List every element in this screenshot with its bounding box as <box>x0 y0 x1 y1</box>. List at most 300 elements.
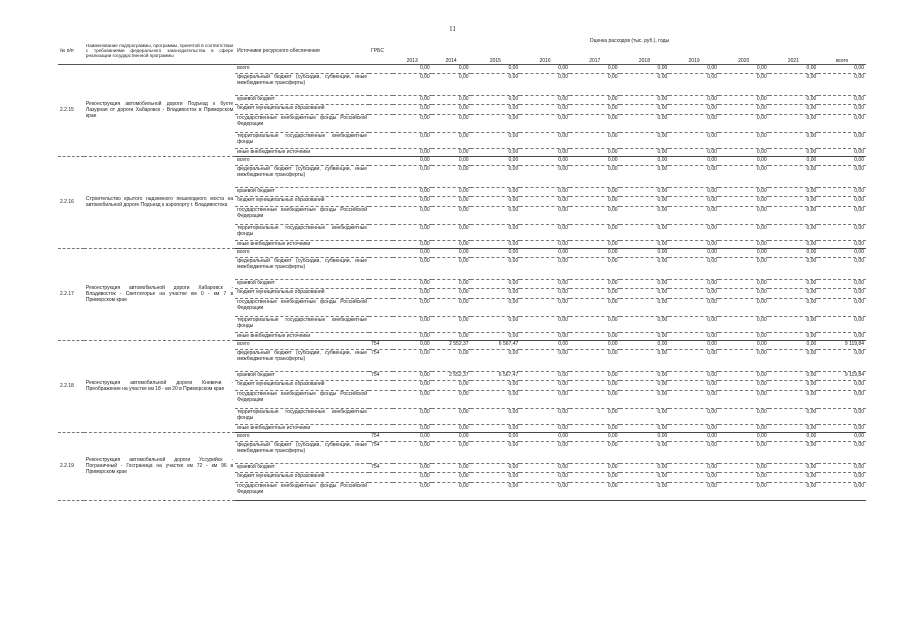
value-cell: 0,00 <box>471 298 521 316</box>
value-cell: 0,00 <box>719 371 769 380</box>
source-label: всего <box>235 432 369 441</box>
header-no: № п/п <box>58 38 84 64</box>
grbs-code: 754 <box>369 463 393 472</box>
value-cell: 0,00 <box>570 441 620 463</box>
value-total: 9 119,84 <box>818 371 866 380</box>
grbs-code <box>369 298 393 316</box>
table-row <box>58 64 866 73</box>
value-cell: 0,00 <box>393 95 432 104</box>
value-cell: 0,00 <box>393 132 432 148</box>
value-cell: 0,00 <box>570 196 620 206</box>
source-label: краевой бюджет <box>235 463 369 472</box>
value-cell: 0,00 <box>620 104 670 114</box>
value-cell: 0,00 <box>769 240 819 248</box>
value-cell: 0,00 <box>769 432 819 441</box>
value-cell: 0,00 <box>620 380 670 390</box>
value-cell: 0,00 <box>432 432 471 441</box>
value-cell: 0,00 <box>769 114 819 132</box>
value-cell: 0,00 <box>570 165 620 187</box>
budget-table <box>58 38 866 501</box>
value-cell: 0,00 <box>769 349 819 371</box>
source-label: территориальные государственные внебюджетные фонды <box>235 224 369 240</box>
value-cell: 0,00 <box>432 288 471 298</box>
value-cell: 0,00 <box>570 380 620 390</box>
grbs-code <box>369 380 393 390</box>
header-year: 2018 <box>620 50 670 64</box>
grbs-code <box>369 240 393 248</box>
source-label: государственные внебюджетные фонды Российской Федерации <box>235 298 369 316</box>
value-cell: 0,00 <box>620 288 670 298</box>
value-cell: 0,00 <box>520 95 570 104</box>
value-cell: 0,00 <box>570 349 620 371</box>
value-cell: 0,00 <box>719 472 769 482</box>
value-cell: 0,00 <box>620 196 670 206</box>
value-cell: 0,00 <box>393 279 432 288</box>
value-cell: 0,00 <box>432 187 471 196</box>
value-cell: 0,00 <box>669 279 719 288</box>
value-total: 0,00 <box>818 132 866 148</box>
value-total: 0,00 <box>818 64 866 73</box>
source-label: бюджет муниципальных образований <box>235 196 369 206</box>
value-cell: 0,00 <box>669 472 719 482</box>
value-cell: 0,00 <box>471 482 521 500</box>
value-total: 0,00 <box>818 279 866 288</box>
value-cell: 0,00 <box>393 390 432 408</box>
value-cell: 0,00 <box>393 206 432 224</box>
value-cell: 0,00 <box>620 114 670 132</box>
value-cell: 0,00 <box>769 380 819 390</box>
value-cell: 0,00 <box>471 441 521 463</box>
value-cell: 0,00 <box>393 332 432 340</box>
grbs-code <box>369 288 393 298</box>
value-cell: 0,00 <box>570 463 620 472</box>
grbs-code <box>369 64 393 73</box>
value-cell: 0,00 <box>393 288 432 298</box>
value-cell: 0,00 <box>393 441 432 463</box>
value-cell: 0,00 <box>471 148 521 156</box>
source-label: иные внебюджетные источники <box>235 148 369 156</box>
item-number: 2.2.15 <box>58 64 84 156</box>
value-total: 0,00 <box>818 248 866 257</box>
header-year: 2017 <box>570 50 620 64</box>
page-number: 11 <box>449 25 456 33</box>
value-cell: 0,00 <box>620 472 670 482</box>
value-cell: 0,00 <box>669 148 719 156</box>
value-total: 0,00 <box>818 482 866 500</box>
value-cell: 0,00 <box>471 240 521 248</box>
value-cell: 0,00 <box>471 64 521 73</box>
value-cell: 0,00 <box>471 95 521 104</box>
value-cell: 0,00 <box>471 390 521 408</box>
value-cell: 0,00 <box>669 432 719 441</box>
table-header <box>58 38 866 64</box>
value-cell: 0,00 <box>620 340 670 349</box>
value-cell: 0,00 <box>620 206 670 224</box>
value-cell: 0,00 <box>570 408 620 424</box>
header-grbs: ГРБС <box>369 38 393 64</box>
budget-table-sheet <box>58 38 866 628</box>
value-cell: 0,00 <box>769 104 819 114</box>
grbs-code: 754 <box>369 441 393 463</box>
value-total: 0,00 <box>818 316 866 332</box>
value-cell: 0,00 <box>520 206 570 224</box>
value-cell: 0,00 <box>471 332 521 340</box>
item-number: 2.2.16 <box>58 156 84 248</box>
value-cell: 6 567,47 <box>471 340 521 349</box>
value-cell: 0,00 <box>393 196 432 206</box>
value-cell: 0,00 <box>769 316 819 332</box>
value-cell: 0,00 <box>570 240 620 248</box>
value-cell: 0,00 <box>570 298 620 316</box>
value-cell: 0,00 <box>520 104 570 114</box>
value-cell: 0,00 <box>719 432 769 441</box>
header-name: Наименование подпрограммы, программы, принятой в соответствии с требованиями федерального законодательства в сфере реализации государственной программы <box>84 38 235 64</box>
table-row <box>58 340 866 349</box>
value-cell: 0,00 <box>570 104 620 114</box>
value-cell: 0,00 <box>620 441 670 463</box>
value-cell: 0,00 <box>432 408 471 424</box>
value-cell: 0,00 <box>620 390 670 408</box>
value-total: 0,00 <box>818 196 866 206</box>
value-cell: 0,00 <box>520 408 570 424</box>
value-cell: 0,00 <box>520 257 570 279</box>
header-year: всего <box>818 50 866 64</box>
value-cell: 0,00 <box>520 165 570 187</box>
source-label: федеральный бюджет (субсидии, субвенции, иные межбюджетные трансферты) <box>235 257 369 279</box>
value-cell: 0,00 <box>669 95 719 104</box>
header-year: 2021 <box>769 50 819 64</box>
item-name: Реконструкция автомобильной дороги Подъезд к бухте Лазурная от дороги Хабаровск - Владивосток в Приморском крае <box>84 64 235 156</box>
value-cell: 0,00 <box>719 349 769 371</box>
value-cell: 0,00 <box>393 371 432 380</box>
value-cell: 0,00 <box>719 482 769 500</box>
value-cell: 0,00 <box>393 463 432 472</box>
value-cell: 2 552,37 <box>432 340 471 349</box>
value-cell: 0,00 <box>669 349 719 371</box>
value-cell: 0,00 <box>769 224 819 240</box>
value-cell: 0,00 <box>719 441 769 463</box>
source-label: краевой бюджет <box>235 187 369 196</box>
value-cell: 0,00 <box>471 472 521 482</box>
value-cell: 0,00 <box>620 248 670 257</box>
value-cell: 0,00 <box>471 206 521 224</box>
value-total: 0,00 <box>818 257 866 279</box>
source-label: федеральный бюджет (субсидии, субвенции, иные межбюджетные трансферты) <box>235 165 369 187</box>
value-cell: 0,00 <box>432 64 471 73</box>
header-year: 2016 <box>520 50 570 64</box>
value-cell: 0,00 <box>570 132 620 148</box>
value-cell: 0,00 <box>432 257 471 279</box>
value-cell: 0,00 <box>669 332 719 340</box>
value-total: 0,00 <box>818 104 866 114</box>
source-label: иные внебюджетные источники <box>235 240 369 248</box>
value-cell: 0,00 <box>669 73 719 95</box>
item-number: 2.2.18 <box>58 340 84 432</box>
value-cell: 0,00 <box>769 424 819 432</box>
value-total: 0,00 <box>818 472 866 482</box>
grbs-code <box>369 472 393 482</box>
value-cell: 0,00 <box>393 298 432 316</box>
value-cell: 0,00 <box>620 424 670 432</box>
grbs-code <box>369 316 393 332</box>
value-cell: 0,00 <box>669 196 719 206</box>
source-label: иные внебюджетные источники <box>235 424 369 432</box>
grbs-code <box>369 279 393 288</box>
value-cell: 0,00 <box>570 114 620 132</box>
source-label: всего <box>235 64 369 73</box>
value-cell: 0,00 <box>669 390 719 408</box>
item-number: 2.2.17 <box>58 248 84 340</box>
value-cell: 0,00 <box>620 298 670 316</box>
value-cell: 0,00 <box>393 472 432 482</box>
source-label: краевой бюджет <box>235 95 369 104</box>
value-cell: 0,00 <box>769 408 819 424</box>
value-cell: 0,00 <box>520 114 570 132</box>
value-cell: 0,00 <box>769 196 819 206</box>
value-cell: 0,00 <box>620 332 670 340</box>
source-label: всего <box>235 156 369 165</box>
grbs-code <box>369 156 393 165</box>
value-cell: 0,00 <box>570 390 620 408</box>
value-cell: 0,00 <box>432 206 471 224</box>
source-label: территориальные государственные внебюджетные фонды <box>235 408 369 424</box>
value-cell: 0,00 <box>570 64 620 73</box>
value-cell: 0,00 <box>520 472 570 482</box>
value-total: 0,00 <box>818 224 866 240</box>
value-cell: 0,00 <box>769 257 819 279</box>
grbs-code: 754 <box>369 349 393 371</box>
value-cell: 0,00 <box>570 472 620 482</box>
source-label: государственные внебюджетные фонды Российской Федерации <box>235 206 369 224</box>
value-total: 0,00 <box>818 441 866 463</box>
grbs-code <box>369 224 393 240</box>
value-cell: 0,00 <box>393 349 432 371</box>
source-label: федеральный бюджет (субсидии, субвенции, иные межбюджетные трансферты) <box>235 441 369 463</box>
value-cell: 0,00 <box>570 316 620 332</box>
value-total: 0,00 <box>818 206 866 224</box>
value-cell: 0,00 <box>669 340 719 349</box>
value-cell: 0,00 <box>520 390 570 408</box>
value-cell: 0,00 <box>393 148 432 156</box>
value-cell: 0,00 <box>769 279 819 288</box>
grbs-code <box>369 187 393 196</box>
grbs-code <box>369 257 393 279</box>
value-cell: 0,00 <box>620 132 670 148</box>
value-cell: 0,00 <box>432 441 471 463</box>
value-cell: 0,00 <box>719 240 769 248</box>
value-total: 0,00 <box>818 349 866 371</box>
value-cell: 0,00 <box>471 279 521 288</box>
value-total: 0,00 <box>818 463 866 472</box>
value-cell: 0,00 <box>393 257 432 279</box>
value-cell: 0,00 <box>432 380 471 390</box>
value-cell: 0,00 <box>769 463 819 472</box>
value-cell: 0,00 <box>520 288 570 298</box>
value-cell: 0,00 <box>719 148 769 156</box>
value-cell: 0,00 <box>719 104 769 114</box>
value-cell: 0,00 <box>520 279 570 288</box>
value-cell: 0,00 <box>620 257 670 279</box>
value-cell: 0,00 <box>471 114 521 132</box>
value-cell: 2 552,37 <box>432 371 471 380</box>
value-cell: 0,00 <box>669 380 719 390</box>
value-cell: 6 567,47 <box>471 371 521 380</box>
value-cell: 0,00 <box>520 248 570 257</box>
value-total: 0,00 <box>818 332 866 340</box>
value-cell: 0,00 <box>769 288 819 298</box>
value-total: 0,00 <box>818 187 866 196</box>
grbs-code <box>369 424 393 432</box>
value-cell: 0,00 <box>471 248 521 257</box>
value-cell: 0,00 <box>620 371 670 380</box>
value-cell: 0,00 <box>471 316 521 332</box>
value-cell: 0,00 <box>471 224 521 240</box>
value-cell: 0,00 <box>669 132 719 148</box>
source-label: всего <box>235 340 369 349</box>
source-label: всего <box>235 248 369 257</box>
grbs-code <box>369 332 393 340</box>
value-cell: 0,00 <box>393 114 432 132</box>
value-cell: 0,00 <box>719 187 769 196</box>
value-cell: 0,00 <box>669 64 719 73</box>
header-year: 2019 <box>669 50 719 64</box>
item-name: Реконструкция автомобильной дороги Кневичи - Преображение на участке км 18 - км 20 в Приморском крае <box>84 340 235 432</box>
value-total: 0,00 <box>818 165 866 187</box>
grbs-code <box>369 390 393 408</box>
value-cell: 0,00 <box>471 196 521 206</box>
header-estimate: Оценка расходов (тыс. руб.), годы <box>589 38 670 44</box>
value-cell: 0,00 <box>471 432 521 441</box>
value-cell: 0,00 <box>769 482 819 500</box>
grbs-code <box>369 104 393 114</box>
value-cell: 0,00 <box>570 288 620 298</box>
value-cell: 0,00 <box>620 156 670 165</box>
header-year: 2013 <box>393 50 432 64</box>
value-cell: 0,00 <box>669 156 719 165</box>
value-cell: 0,00 <box>719 248 769 257</box>
value-total: 0,00 <box>818 432 866 441</box>
value-cell: 0,00 <box>719 114 769 132</box>
value-cell: 0,00 <box>432 482 471 500</box>
value-cell: 0,00 <box>520 240 570 248</box>
header-source: Источники ресурсного обеспечения <box>235 38 369 64</box>
value-cell: 0,00 <box>719 408 769 424</box>
value-cell: 0,00 <box>432 114 471 132</box>
table-row <box>58 248 866 257</box>
grbs-code: 754 <box>369 340 393 349</box>
value-cell: 0,00 <box>769 206 819 224</box>
value-cell: 0,00 <box>719 196 769 206</box>
value-cell: 0,00 <box>570 73 620 95</box>
value-cell: 0,00 <box>769 472 819 482</box>
value-cell: 0,00 <box>669 248 719 257</box>
value-cell: 0,00 <box>620 240 670 248</box>
value-cell: 0,00 <box>719 288 769 298</box>
value-cell: 0,00 <box>570 156 620 165</box>
value-cell: 0,00 <box>393 73 432 95</box>
value-cell: 0,00 <box>520 432 570 441</box>
value-cell: 0,00 <box>471 380 521 390</box>
value-cell: 0,00 <box>719 279 769 288</box>
source-label: территориальные государственные внебюджетные фонды <box>235 132 369 148</box>
value-cell: 0,00 <box>669 288 719 298</box>
value-cell: 0,00 <box>570 206 620 224</box>
value-cell: 0,00 <box>620 148 670 156</box>
value-cell: 0,00 <box>669 187 719 196</box>
value-cell: 0,00 <box>520 340 570 349</box>
value-cell: 0,00 <box>393 165 432 187</box>
value-cell: 0,00 <box>393 424 432 432</box>
value-cell: 0,00 <box>620 165 670 187</box>
value-cell: 0,00 <box>669 371 719 380</box>
source-label: краевой бюджет <box>235 371 369 380</box>
value-cell: 0,00 <box>570 432 620 441</box>
value-cell: 0,00 <box>769 187 819 196</box>
value-cell: 0,00 <box>432 424 471 432</box>
value-cell: 0,00 <box>520 132 570 148</box>
value-cell: 0,00 <box>432 349 471 371</box>
value-cell: 0,00 <box>769 132 819 148</box>
source-label: бюджет муниципальных образований <box>235 380 369 390</box>
value-cell: 0,00 <box>520 73 570 95</box>
value-cell: 0,00 <box>520 349 570 371</box>
value-cell: 0,00 <box>719 165 769 187</box>
value-cell: 0,00 <box>393 432 432 441</box>
value-cell: 0,00 <box>570 148 620 156</box>
value-cell: 0,00 <box>393 380 432 390</box>
value-cell: 0,00 <box>769 332 819 340</box>
grbs-code <box>369 148 393 156</box>
value-cell: 0,00 <box>719 390 769 408</box>
value-cell: 0,00 <box>719 463 769 472</box>
value-cell: 0,00 <box>432 316 471 332</box>
value-cell: 0,00 <box>719 298 769 316</box>
grbs-code <box>369 248 393 257</box>
value-cell: 0,00 <box>620 73 670 95</box>
value-cell: 0,00 <box>620 187 670 196</box>
value-total: 0,00 <box>818 380 866 390</box>
source-label: государственные внебюджетные фонды Российской Федерации <box>235 482 369 500</box>
value-cell: 0,00 <box>769 371 819 380</box>
value-total: 0,00 <box>818 298 866 316</box>
value-cell: 0,00 <box>520 380 570 390</box>
value-cell: 0,00 <box>570 248 620 257</box>
value-cell: 0,00 <box>719 224 769 240</box>
header-year: 2020 <box>719 50 769 64</box>
value-cell: 0,00 <box>471 165 521 187</box>
source-label: государственные внебюджетные фонды Российской Федерации <box>235 390 369 408</box>
value-cell: 0,00 <box>769 73 819 95</box>
value-cell: 0,00 <box>719 132 769 148</box>
value-cell: 0,00 <box>669 165 719 187</box>
value-cell: 0,00 <box>432 279 471 288</box>
value-cell: 0,00 <box>669 316 719 332</box>
value-cell: 0,00 <box>520 371 570 380</box>
value-cell: 0,00 <box>520 482 570 500</box>
value-cell: 0,00 <box>520 187 570 196</box>
value-cell: 0,00 <box>432 332 471 340</box>
value-cell: 0,00 <box>393 104 432 114</box>
value-total: 0,00 <box>818 288 866 298</box>
value-cell: 0,00 <box>520 64 570 73</box>
value-cell: 0,00 <box>769 340 819 349</box>
value-cell: 0,00 <box>471 73 521 95</box>
value-cell: 0,00 <box>719 257 769 279</box>
value-cell: 0,00 <box>520 441 570 463</box>
value-cell: 0,00 <box>432 165 471 187</box>
value-total: 0,00 <box>818 390 866 408</box>
value-cell: 0,00 <box>520 298 570 316</box>
